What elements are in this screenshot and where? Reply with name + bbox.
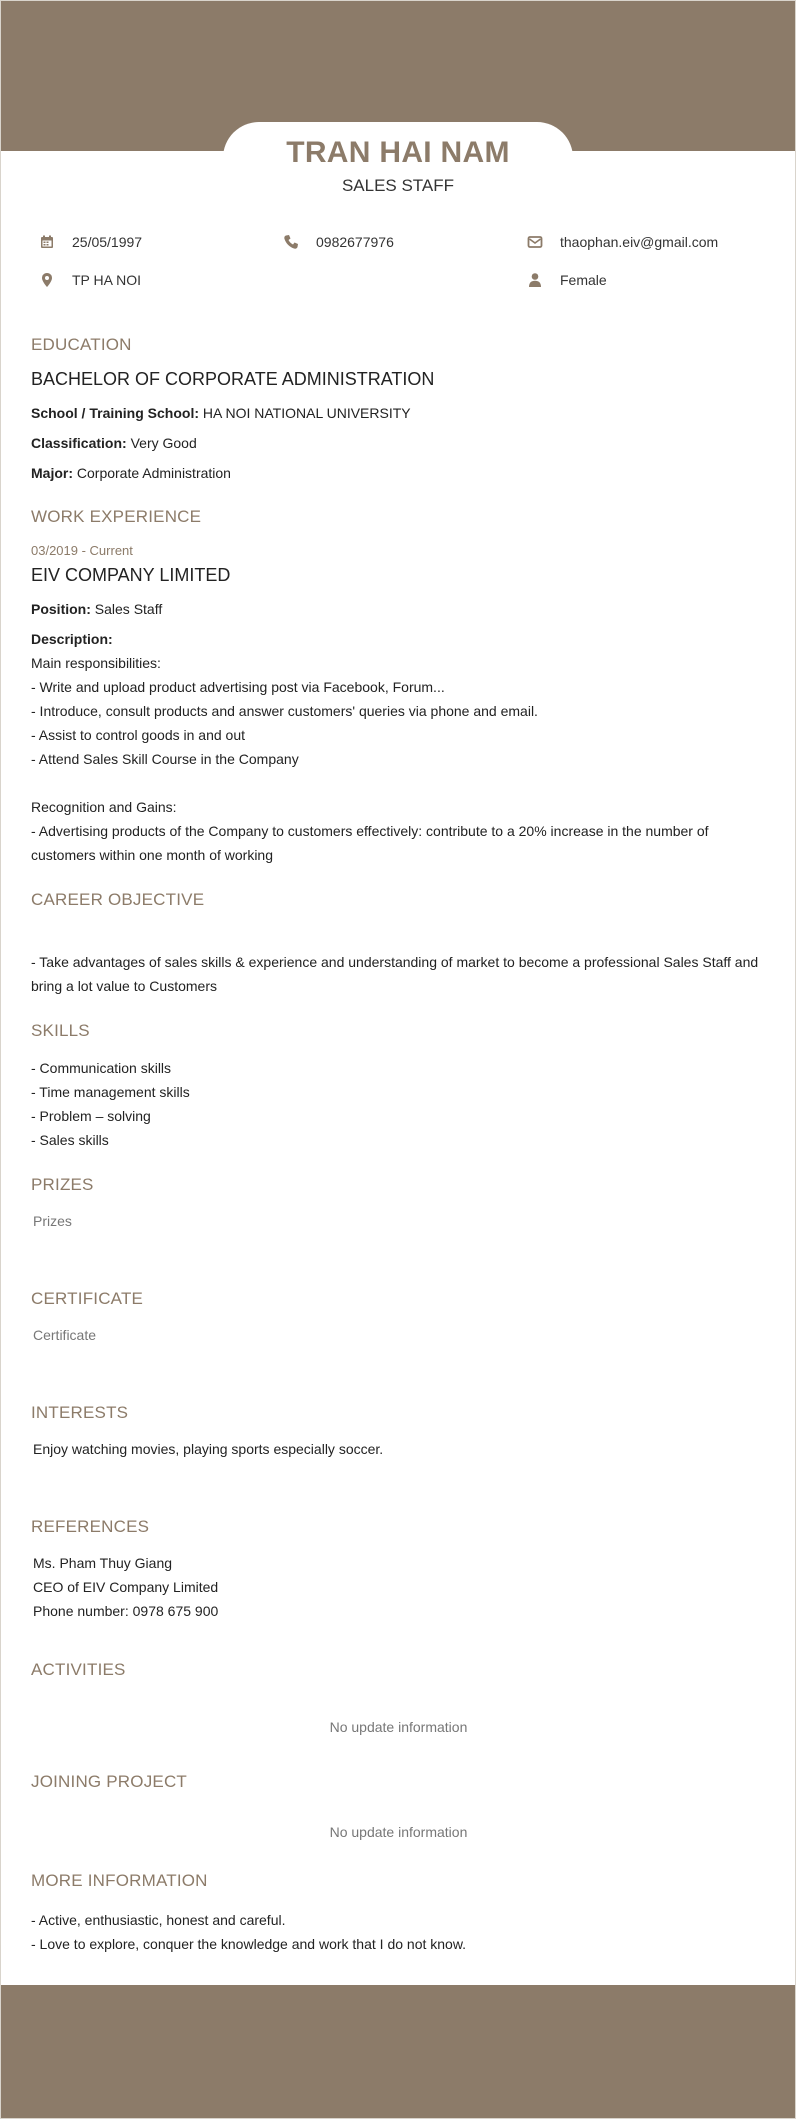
skill-item: - Communication skills (31, 1060, 172, 1076)
work-line: Main responsibilities: (31, 655, 161, 671)
work-period: 03/2019 - Current (31, 543, 133, 558)
phone-value: 0982677976 (316, 234, 394, 250)
education-title: EDUCATION (31, 335, 132, 354)
contact-email (527, 232, 718, 252)
major-value: Corporate Administration (76, 465, 231, 481)
interests-text: Enjoy watching movies, playing sports especially soccer. (33, 1441, 384, 1457)
map-pin-icon (39, 272, 55, 288)
skill-item: - Sales skills (31, 1132, 109, 1148)
work-line: - Assist to control goods in and out (31, 727, 246, 743)
work-line: - Advertising products of the Company to customers effectively: contribute to a 20% increase in the number of customers within one month of working (31, 823, 709, 863)
skills-title: SKILLS (31, 1021, 90, 1040)
work-position-label: Position: (31, 601, 91, 617)
skill-item: - Time management skills (31, 1084, 190, 1100)
work-position-line (31, 597, 766, 621)
objective-title: CAREER OBJECTIVE (31, 890, 205, 909)
candidate-name: TRAN HAI NAM (286, 136, 510, 169)
gender-value: Female (560, 272, 607, 288)
contact-gender (527, 270, 607, 290)
reference-line: Phone number: 0978 675 900 (33, 1603, 219, 1619)
classification-value: Very Good (130, 435, 197, 451)
more-title: MORE INFORMATION (31, 1871, 208, 1890)
activities-title: ACTIVITIES (31, 1660, 126, 1679)
classification-label: Classification: (31, 435, 127, 451)
contact-birthday (39, 232, 142, 252)
prizes-title: PRIZES (31, 1175, 94, 1194)
objective-text: - Take advantages of sales skills & experience and understanding of market to become a professional Sales Staff and bring a lot value to Customers (31, 954, 759, 994)
certificate-text: Certificate (33, 1327, 97, 1343)
reference-line: CEO of EIV Company Limited (33, 1579, 219, 1595)
calendar-icon (39, 234, 55, 250)
work-title: WORK EXPERIENCE (31, 507, 202, 526)
envelope-icon (527, 234, 543, 250)
school-line (31, 401, 766, 425)
work-line: - Write and upload product advertising post via Facebook, Forum... (31, 679, 445, 695)
interests-title: INTERESTS (31, 1403, 129, 1422)
activities-text: No update information (329, 1719, 468, 1735)
phone-icon (283, 234, 299, 250)
more-line: - Love to explore, conquer the knowledge and work that I do not know. (31, 1936, 467, 1952)
major-label: Major: (31, 465, 73, 481)
more-line: - Active, enthusiastic, honest and careful. (31, 1912, 286, 1928)
user-icon (527, 272, 543, 288)
school-label: School / Training School: (31, 405, 200, 421)
contact-address (39, 270, 141, 290)
address-value: TP HA NOI (72, 272, 141, 288)
candidate-position: SALES STAFF (341, 176, 455, 195)
work-line: - Attend Sales Skill Course in the Company (31, 751, 299, 767)
projects-title: JOINING PROJECT (31, 1772, 188, 1791)
classification-line (31, 431, 766, 455)
company-name: EIV COMPANY LIMITED (31, 565, 231, 585)
degree-name: BACHELOR OF CORPORATE ADMINISTRATION (31, 369, 435, 389)
work-description-label: Description: (31, 631, 113, 647)
footer-band (1, 1985, 795, 2118)
email-value: thaophan.eiv@gmail.com (560, 234, 719, 250)
work-position-value: Sales Staff (94, 601, 163, 617)
work-line: - Introduce, consult products and answer customers' queries via phone and email. (31, 703, 538, 719)
birthday-value: 25/05/1997 (72, 234, 143, 250)
reference-line: Ms. Pham Thuy Giang (33, 1555, 173, 1571)
major-line (31, 461, 766, 485)
projects-text: No update information (329, 1824, 468, 1840)
name-tab (223, 122, 573, 202)
contact-phone (283, 232, 394, 252)
prizes-text: Prizes (33, 1213, 72, 1229)
certificate-title: CERTIFICATE (31, 1289, 144, 1308)
school-value: HA NOI NATIONAL UNIVERSITY (202, 405, 411, 421)
skill-item: - Problem – solving (31, 1108, 151, 1124)
work-line: Recognition and Gains: (31, 799, 177, 815)
references-title: REFERENCES (31, 1517, 150, 1536)
